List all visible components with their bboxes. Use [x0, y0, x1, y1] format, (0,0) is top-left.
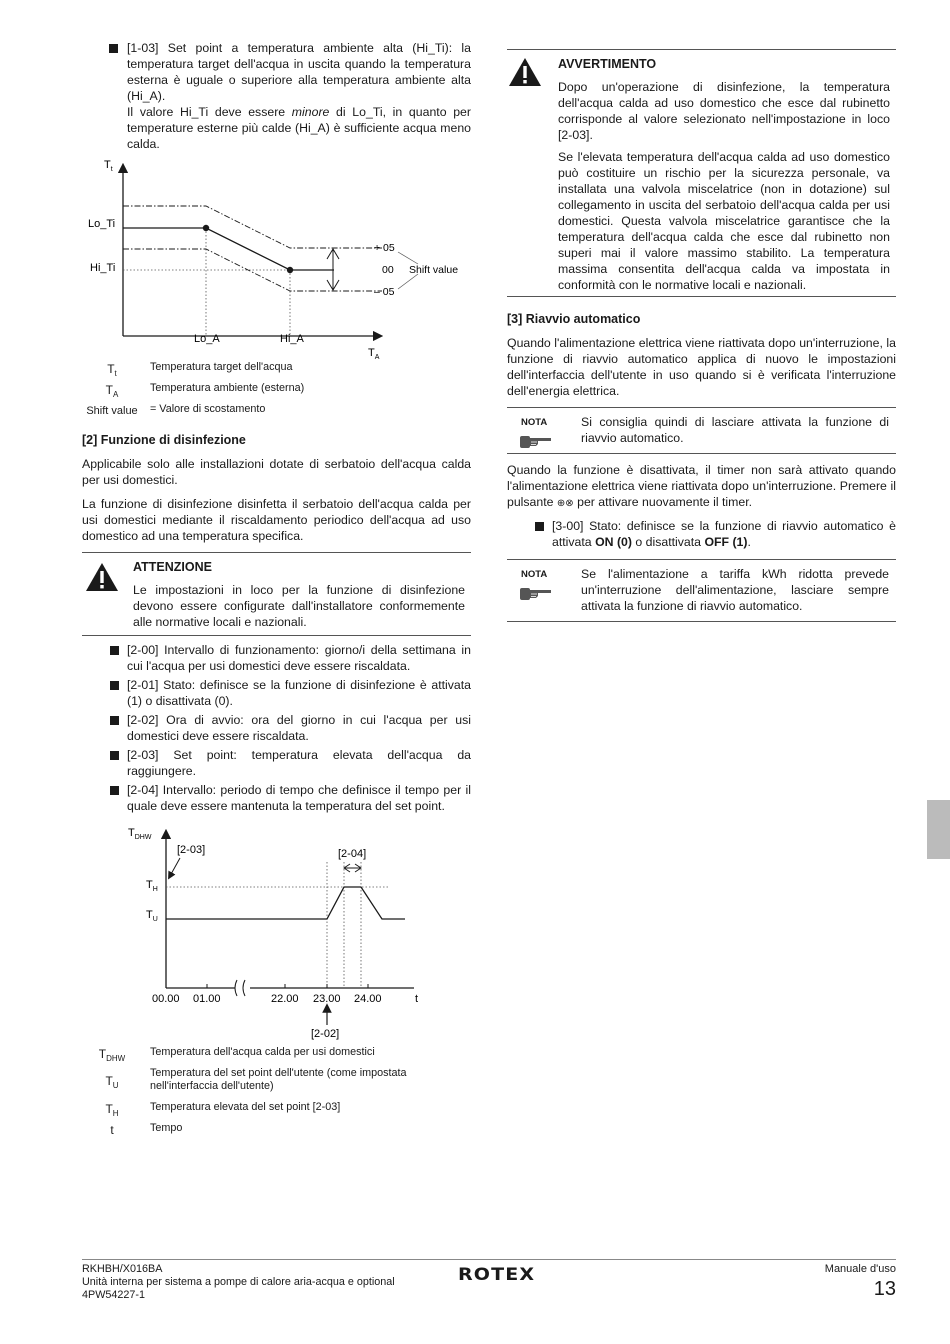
bullet-1-03: [82, 40, 471, 152]
page-number: 13: [873, 1278, 896, 1300]
dhw-curve: [166, 887, 405, 919]
legend-row: [82, 382, 471, 403]
footer-divider: [82, 1259, 896, 1260]
legend-symbol: $T_H$: [105, 1102, 119, 1118]
tick-label: 23.00: [313, 993, 341, 1005]
nota-label: NOTA: [521, 569, 548, 580]
legend-text: Temperatura target dell'acqua: [150, 361, 293, 373]
footer-right: [825, 1263, 896, 1300]
lo-a-label: Lo_A: [194, 333, 220, 345]
note-emphasis: minore: [291, 105, 330, 119]
legend-text: Temperatura ambiente (esterna): [150, 382, 305, 394]
bullet-1-03-note: [127, 104, 471, 152]
legend-symbol: $T_U$: [105, 1074, 119, 1090]
attenzione-title: ATTENZIONE: [133, 560, 212, 574]
legend-row: [82, 403, 471, 424]
pointing-hand-icon: [518, 432, 552, 450]
avvertimento-box: [507, 49, 896, 297]
hi-ti-label: Hi_Ti: [90, 262, 116, 274]
warning-triangle-icon: [85, 562, 119, 592]
footer-manual: Manuale d'uso: [824, 1263, 896, 1275]
paragraph: La funzione di disinfezione disinfetta il serbatoio dell'acqua calda per usi domestici mediante il riscaldamento periodico dell'acqua ad uso domestico ad una temperatura specifica.: [82, 497, 471, 543]
shift-zero-label: 00: [382, 264, 394, 276]
chapter-tab: [927, 800, 950, 859]
avvertimento-title: AVVERTIMENTO: [558, 57, 657, 71]
x-axis-label: t: [415, 993, 419, 1005]
tick-label: 22.00: [271, 993, 299, 1005]
legend-symbol: $T_A$: [105, 383, 119, 399]
legend-row: [82, 1122, 471, 1143]
section-heading-riavvio: [3] Riavvio automatico: [507, 312, 641, 326]
tick-label: 00.00: [152, 993, 180, 1005]
shift-plus-label: + 05: [374, 242, 395, 254]
legend-text: Temperatura dell'acqua calda per usi domestici: [150, 1046, 375, 1058]
tu-label: $T_U$: [146, 909, 158, 923]
legend-row: [82, 1101, 471, 1122]
shift-plus-curve: [123, 206, 382, 248]
legend-text: = Valore di scostamento: [150, 403, 266, 415]
shift-value-label: Shift value: [409, 264, 459, 276]
legend-symbol: $T_t$: [107, 362, 117, 378]
legend-symbol: t: [110, 1123, 114, 1137]
bullet-2-00: [2-00] Intervallo di funzionamento: giorno/i della settimana in cui l'acqua per usi domestici deve essere riscaldata.: [82, 642, 471, 674]
footer-left: [82, 1263, 395, 1302]
legend-1: [82, 361, 471, 424]
attenzione-text: Le impostazioni in loco per la funzione di disinfezione devono essere configurate dall'installatore conformemente alle normative locali e nazionali.: [133, 583, 465, 629]
annotation-2-04: [2-04]: [338, 848, 367, 860]
legend-2: [82, 1046, 471, 1143]
bullet-2-03: [2-03] Set point: temperatura elevata dell'acqua da raggiungere.: [82, 747, 471, 779]
paragraph-timer: Quando la funzione è disattivata, il timer non sarà attivato quando l'alimentazione elettrica viene riattivata dopo un'interruzione. Premere il pulsante ⊕⊗ per attivare nuovamente il timer.: [507, 463, 896, 509]
avvertimento-paragraph: Se l'elevata temperatura dell'acqua calda ad uso domestico può costituire un rischio per la sicurezza personale, va installata una valvola miscelatrice (non in dotazione) sul collegamento in uscita del serbatoio dell'acqua calda per usi domestici. Questa valvola miscelatrice garantisce che la temperatura dell'acqua calda che esce dal rubinetto non superi mai il valore massimo stabilito. La temperatura massima consentita dell'acqua calda va impostata in conformità con le normative locali e nazionali.: [558, 150, 890, 292]
pointing-hand-icon: [518, 584, 552, 602]
lo-ti-label: Lo_Ti: [88, 218, 116, 230]
left-column: [82, 40, 471, 1143]
bullet-1-03-text: [1-03] Set point a temperatura ambiente alta (Hi_Ti): la temperatura target dell'acqua in uscita quando la temperatura esterna è uguale o superiore alla temperatura ambiente alta (Hi_A).: [127, 41, 471, 103]
hi-a-label: Hi_A: [280, 333, 304, 345]
th-label: $T_H$: [146, 879, 158, 893]
annotation-2-03: [2-03]: [177, 844, 206, 856]
y-axis-label: $T_{DHW}$: [128, 827, 152, 841]
disinfection-timing-diagram: [82, 820, 471, 1040]
annotation-2-02: [2-02]: [311, 1028, 340, 1040]
nota-label: NOTA: [521, 417, 548, 428]
bullet-2-04: [2-04] Intervallo: periodo di tempo che definisce il tempo per il quale deve essere mantenuta la temperatura del set point.: [82, 782, 471, 814]
legend-text: Tempo: [150, 1122, 183, 1134]
shift-value-diagram: [82, 159, 471, 361]
legend-row: [82, 1067, 471, 1101]
note-part: di Lo_Ti, in quanto per temperature esterne più calde (Hi_A) è sufficiente acqua meno calda.: [127, 105, 471, 151]
legend-row: [82, 1046, 471, 1067]
rotex-logo: ROTEX: [458, 1265, 536, 1285]
warning-triangle-icon: [508, 57, 542, 87]
right-column: [507, 49, 896, 622]
attenzione-box: [82, 552, 471, 636]
legend-text: Temperatura elevata del set point [2-03]: [150, 1101, 341, 1113]
x-axis-label: $T_A$: [368, 347, 380, 361]
footer-model: RKHBH/X016BA: [82, 1263, 163, 1275]
legend-text: Temperatura del set point dell'utente (come impostata nell'interfaccia dell'utente): [150, 1067, 407, 1092]
bullet-list-2: [82, 642, 471, 814]
legend-symbol: Shift value: [86, 405, 138, 417]
timer-button-icon: ⊕⊗: [556, 498, 574, 509]
footer-code: 4PW54227-1: [82, 1289, 146, 1301]
paragraph: Applicabile solo alle installazioni dotate di serbatoio dell'acqua calda per usi domestici.: [82, 457, 471, 487]
avvertimento-paragraph: Dopo un'operazione di disinfezione, la temperatura dell'acqua calda ad uso domestico che esce dal rubinetto corrisponde al valore selezionato nell'impostazione in loco [2-03].: [558, 80, 890, 142]
footer-description: Unità interna per sistema a pompe di calore aria-acqua e optional: [82, 1276, 395, 1288]
nota-box-1: [507, 407, 896, 454]
legend-row: [82, 361, 471, 382]
section-heading-disinfection: [2] Funzione di disinfezione: [82, 433, 246, 447]
note-part: Il valore Hi_Ti deve essere: [127, 105, 292, 119]
bullet-2-01: [2-01] Stato: definisce se la funzione di disinfezione è attivata (1) o disattivata (0).: [82, 677, 471, 709]
tick-label: 24.00: [354, 993, 382, 1005]
bullet-3-00: [3-00] Stato: definisce se la funzione di riavvio automatico è attivata ON (0) o disattivata OFF (1).: [507, 518, 896, 550]
bullet-2-02: [2-02] Ora di avvio: ora del giorno in cui l'acqua per usi domestici deve essere riscaldata.: [82, 712, 471, 744]
paragraph: Quando l'alimentazione elettrica viene riattivata dopo un'interruzione, la funzione di riavvio automatico applica di nuovo le impostazioni dell'interfaccia dell'utente in uso quando si è verificata l'interruzione dell'energia elettrica.: [507, 336, 896, 398]
y-axis-label: $T_t$: [104, 159, 113, 173]
bullet-square-icon: [109, 44, 118, 53]
nota-box-2: [507, 559, 896, 622]
nota-text: Si consiglia quindi di lasciare attivata la funzione di riavvio automatico.: [581, 415, 889, 445]
shift-minus-label: – 05: [374, 286, 395, 298]
legend-symbol: $T_{DHW}$: [98, 1047, 126, 1063]
tick-label: 01.00: [193, 993, 221, 1005]
nota-text: Se l'alimentazione a tariffa kWh ridotta prevede un'interruzione dell'alimentazione, lasciare sempre attivata la funzione di riavvio automatico.: [581, 567, 889, 613]
